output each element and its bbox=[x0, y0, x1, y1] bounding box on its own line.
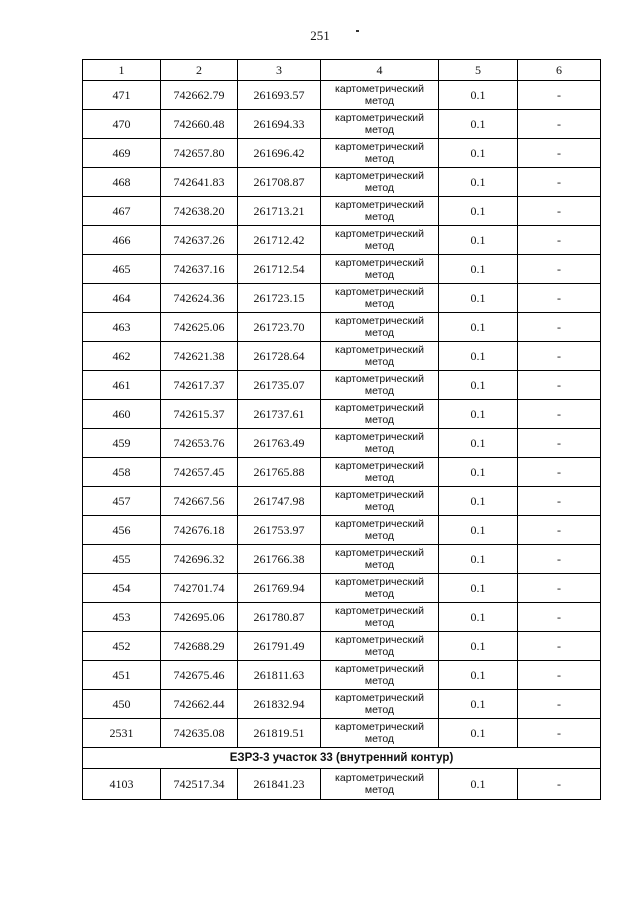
accuracy-cell: 0.1 bbox=[439, 632, 518, 661]
table-row bbox=[83, 769, 601, 800]
note-cell: - bbox=[518, 516, 601, 545]
x-coordinate-cell: 742657.80 bbox=[161, 139, 238, 168]
y-coordinate-cell: 261819.51 bbox=[238, 719, 321, 748]
y-coordinate-cell: 261780.87 bbox=[238, 603, 321, 632]
y-coordinate-cell: 261763.49 bbox=[238, 429, 321, 458]
table-row bbox=[83, 168, 601, 197]
accuracy-cell: 0.1 bbox=[439, 545, 518, 574]
accuracy-cell: 0.1 bbox=[439, 458, 518, 487]
x-coordinate-cell: 742657.45 bbox=[161, 458, 238, 487]
y-coordinate-cell: 261737.61 bbox=[238, 400, 321, 429]
method-cell: картометрический метод bbox=[321, 690, 439, 719]
note-cell: - bbox=[518, 313, 601, 342]
y-coordinate-cell: 261841.23 bbox=[238, 769, 321, 800]
note-cell: - bbox=[518, 487, 601, 516]
section-title: ЕЗРЗ-3 участок 33 (внутренний контур) bbox=[83, 748, 601, 769]
y-coordinate-cell: 261696.42 bbox=[238, 139, 321, 168]
accuracy-cell: 0.1 bbox=[439, 400, 518, 429]
table-row bbox=[83, 719, 601, 748]
note-cell: - bbox=[518, 458, 601, 487]
table-row bbox=[83, 603, 601, 632]
y-coordinate-cell: 261811.63 bbox=[238, 661, 321, 690]
table-row bbox=[83, 487, 601, 516]
table-row bbox=[83, 197, 601, 226]
note-cell: - bbox=[518, 429, 601, 458]
point-number-cell: 467 bbox=[83, 197, 161, 226]
point-number-cell: 458 bbox=[83, 458, 161, 487]
accuracy-cell: 0.1 bbox=[439, 139, 518, 168]
accuracy-cell: 0.1 bbox=[439, 81, 518, 110]
x-coordinate-cell: 742624.36 bbox=[161, 284, 238, 313]
note-cell: - bbox=[518, 545, 601, 574]
point-number-cell: 464 bbox=[83, 284, 161, 313]
method-cell: картометрический метод bbox=[321, 81, 439, 110]
method-cell: картометрический метод bbox=[321, 226, 439, 255]
y-coordinate-cell: 261769.94 bbox=[238, 574, 321, 603]
note-cell: - bbox=[518, 574, 601, 603]
table-row bbox=[83, 545, 601, 574]
table-body bbox=[83, 81, 601, 800]
accuracy-cell: 0.1 bbox=[439, 197, 518, 226]
x-coordinate-cell: 742667.56 bbox=[161, 487, 238, 516]
point-number-cell: 470 bbox=[83, 110, 161, 139]
point-number-cell: 468 bbox=[83, 168, 161, 197]
method-cell: картометрический метод bbox=[321, 168, 439, 197]
note-cell: - bbox=[518, 632, 601, 661]
x-coordinate-cell: 742662.79 bbox=[161, 81, 238, 110]
note-cell: - bbox=[518, 81, 601, 110]
x-coordinate-cell: 742517.34 bbox=[161, 769, 238, 800]
method-cell: картометрический метод bbox=[321, 342, 439, 371]
column-header: 3 bbox=[238, 60, 321, 81]
accuracy-cell: 0.1 bbox=[439, 603, 518, 632]
page-number: 251 bbox=[310, 28, 330, 43]
point-number-cell: 453 bbox=[83, 603, 161, 632]
point-number-cell: 454 bbox=[83, 574, 161, 603]
accuracy-cell: 0.1 bbox=[439, 719, 518, 748]
point-number-cell: 456 bbox=[83, 516, 161, 545]
table-row bbox=[83, 632, 601, 661]
x-coordinate-cell: 742696.32 bbox=[161, 545, 238, 574]
y-coordinate-cell: 261723.70 bbox=[238, 313, 321, 342]
accuracy-cell: 0.1 bbox=[439, 769, 518, 800]
accuracy-cell: 0.1 bbox=[439, 313, 518, 342]
point-number-cell: 451 bbox=[83, 661, 161, 690]
point-number-cell: 471 bbox=[83, 81, 161, 110]
point-number-cell: 4103 bbox=[83, 769, 161, 800]
note-cell: - bbox=[518, 371, 601, 400]
note-cell: - bbox=[518, 197, 601, 226]
accuracy-cell: 0.1 bbox=[439, 661, 518, 690]
note-cell: - bbox=[518, 719, 601, 748]
accuracy-cell: 0.1 bbox=[439, 516, 518, 545]
section-row bbox=[83, 748, 601, 769]
method-cell: картометрический метод bbox=[321, 284, 439, 313]
table-row bbox=[83, 284, 601, 313]
x-coordinate-cell: 742676.18 bbox=[161, 516, 238, 545]
coordinates-table bbox=[82, 59, 601, 800]
method-cell: картометрический метод bbox=[321, 429, 439, 458]
column-header: 4 bbox=[321, 60, 439, 81]
table-row bbox=[83, 429, 601, 458]
table-row bbox=[83, 81, 601, 110]
y-coordinate-cell: 261791.49 bbox=[238, 632, 321, 661]
note-cell: - bbox=[518, 139, 601, 168]
method-cell: картометрический метод bbox=[321, 487, 439, 516]
x-coordinate-cell: 742625.06 bbox=[161, 313, 238, 342]
accuracy-cell: 0.1 bbox=[439, 342, 518, 371]
y-coordinate-cell: 261693.57 bbox=[238, 81, 321, 110]
y-coordinate-cell: 261708.87 bbox=[238, 168, 321, 197]
accuracy-cell: 0.1 bbox=[439, 371, 518, 400]
accuracy-cell: 0.1 bbox=[439, 110, 518, 139]
method-cell: картометрический метод bbox=[321, 516, 439, 545]
table-row bbox=[83, 574, 601, 603]
point-number-cell: 452 bbox=[83, 632, 161, 661]
point-number-cell: 459 bbox=[83, 429, 161, 458]
method-cell: картометрический метод bbox=[321, 719, 439, 748]
table-row bbox=[83, 690, 601, 719]
accuracy-cell: 0.1 bbox=[439, 226, 518, 255]
y-coordinate-cell: 261753.97 bbox=[238, 516, 321, 545]
method-cell: картометрический метод bbox=[321, 574, 439, 603]
method-cell: картометрический метод bbox=[321, 632, 439, 661]
note-cell: - bbox=[518, 226, 601, 255]
method-cell: картометрический метод bbox=[321, 255, 439, 284]
y-coordinate-cell: 261723.15 bbox=[238, 284, 321, 313]
x-coordinate-cell: 742695.06 bbox=[161, 603, 238, 632]
column-header: 6 bbox=[518, 60, 601, 81]
y-coordinate-cell: 261766.38 bbox=[238, 545, 321, 574]
x-coordinate-cell: 742660.48 bbox=[161, 110, 238, 139]
method-cell: картометрический метод bbox=[321, 545, 439, 574]
y-coordinate-cell: 261765.88 bbox=[238, 458, 321, 487]
point-number-cell: 469 bbox=[83, 139, 161, 168]
table-row bbox=[83, 458, 601, 487]
note-cell: - bbox=[518, 255, 601, 284]
table-row bbox=[83, 400, 601, 429]
table-row bbox=[83, 371, 601, 400]
note-cell: - bbox=[518, 769, 601, 800]
note-cell: - bbox=[518, 661, 601, 690]
x-coordinate-cell: 742675.46 bbox=[161, 661, 238, 690]
accuracy-cell: 0.1 bbox=[439, 168, 518, 197]
point-number-cell: 457 bbox=[83, 487, 161, 516]
note-cell: - bbox=[518, 342, 601, 371]
table-row bbox=[83, 313, 601, 342]
point-number-cell: 461 bbox=[83, 371, 161, 400]
x-coordinate-cell: 742621.38 bbox=[161, 342, 238, 371]
method-cell: картометрический метод bbox=[321, 769, 439, 800]
method-cell: картометрический метод bbox=[321, 139, 439, 168]
column-header: 1 bbox=[83, 60, 161, 81]
point-number-cell: 463 bbox=[83, 313, 161, 342]
note-cell: - bbox=[518, 284, 601, 313]
scan-mark bbox=[356, 30, 359, 32]
x-coordinate-cell: 742662.44 bbox=[161, 690, 238, 719]
table-row bbox=[83, 516, 601, 545]
point-number-cell: 450 bbox=[83, 690, 161, 719]
method-cell: картометрический метод bbox=[321, 313, 439, 342]
point-number-cell: 462 bbox=[83, 342, 161, 371]
x-coordinate-cell: 742701.74 bbox=[161, 574, 238, 603]
method-cell: картометрический метод bbox=[321, 197, 439, 226]
accuracy-cell: 0.1 bbox=[439, 284, 518, 313]
x-coordinate-cell: 742688.29 bbox=[161, 632, 238, 661]
note-cell: - bbox=[518, 168, 601, 197]
y-coordinate-cell: 261694.33 bbox=[238, 110, 321, 139]
table-row bbox=[83, 342, 601, 371]
x-coordinate-cell: 742638.20 bbox=[161, 197, 238, 226]
y-coordinate-cell: 261712.42 bbox=[238, 226, 321, 255]
note-cell: - bbox=[518, 400, 601, 429]
note-cell: - bbox=[518, 690, 601, 719]
y-coordinate-cell: 261832.94 bbox=[238, 690, 321, 719]
point-number-cell: 455 bbox=[83, 545, 161, 574]
note-cell: - bbox=[518, 110, 601, 139]
x-coordinate-cell: 742653.76 bbox=[161, 429, 238, 458]
x-coordinate-cell: 742637.26 bbox=[161, 226, 238, 255]
point-number-cell: 460 bbox=[83, 400, 161, 429]
table-row bbox=[83, 139, 601, 168]
point-number-cell: 2531 bbox=[83, 719, 161, 748]
x-coordinate-cell: 742635.08 bbox=[161, 719, 238, 748]
method-cell: картометрический метод bbox=[321, 400, 439, 429]
method-cell: картометрический метод bbox=[321, 661, 439, 690]
y-coordinate-cell: 261728.64 bbox=[238, 342, 321, 371]
accuracy-cell: 0.1 bbox=[439, 487, 518, 516]
accuracy-cell: 0.1 bbox=[439, 429, 518, 458]
method-cell: картометрический метод bbox=[321, 458, 439, 487]
method-cell: картометрический метод bbox=[321, 371, 439, 400]
table-row bbox=[83, 226, 601, 255]
accuracy-cell: 0.1 bbox=[439, 690, 518, 719]
table-header-row bbox=[83, 60, 601, 81]
x-coordinate-cell: 742615.37 bbox=[161, 400, 238, 429]
accuracy-cell: 0.1 bbox=[439, 255, 518, 284]
y-coordinate-cell: 261735.07 bbox=[238, 371, 321, 400]
y-coordinate-cell: 261747.98 bbox=[238, 487, 321, 516]
x-coordinate-cell: 742637.16 bbox=[161, 255, 238, 284]
point-number-cell: 466 bbox=[83, 226, 161, 255]
point-number-cell: 465 bbox=[83, 255, 161, 284]
table-row bbox=[83, 255, 601, 284]
note-cell: - bbox=[518, 603, 601, 632]
table-row bbox=[83, 110, 601, 139]
x-coordinate-cell: 742641.83 bbox=[161, 168, 238, 197]
method-cell: картометрический метод bbox=[321, 110, 439, 139]
y-coordinate-cell: 261712.54 bbox=[238, 255, 321, 284]
accuracy-cell: 0.1 bbox=[439, 574, 518, 603]
column-header: 5 bbox=[439, 60, 518, 81]
y-coordinate-cell: 261713.21 bbox=[238, 197, 321, 226]
table-row bbox=[83, 661, 601, 690]
x-coordinate-cell: 742617.37 bbox=[161, 371, 238, 400]
method-cell: картометрический метод bbox=[321, 603, 439, 632]
column-header: 2 bbox=[161, 60, 238, 81]
